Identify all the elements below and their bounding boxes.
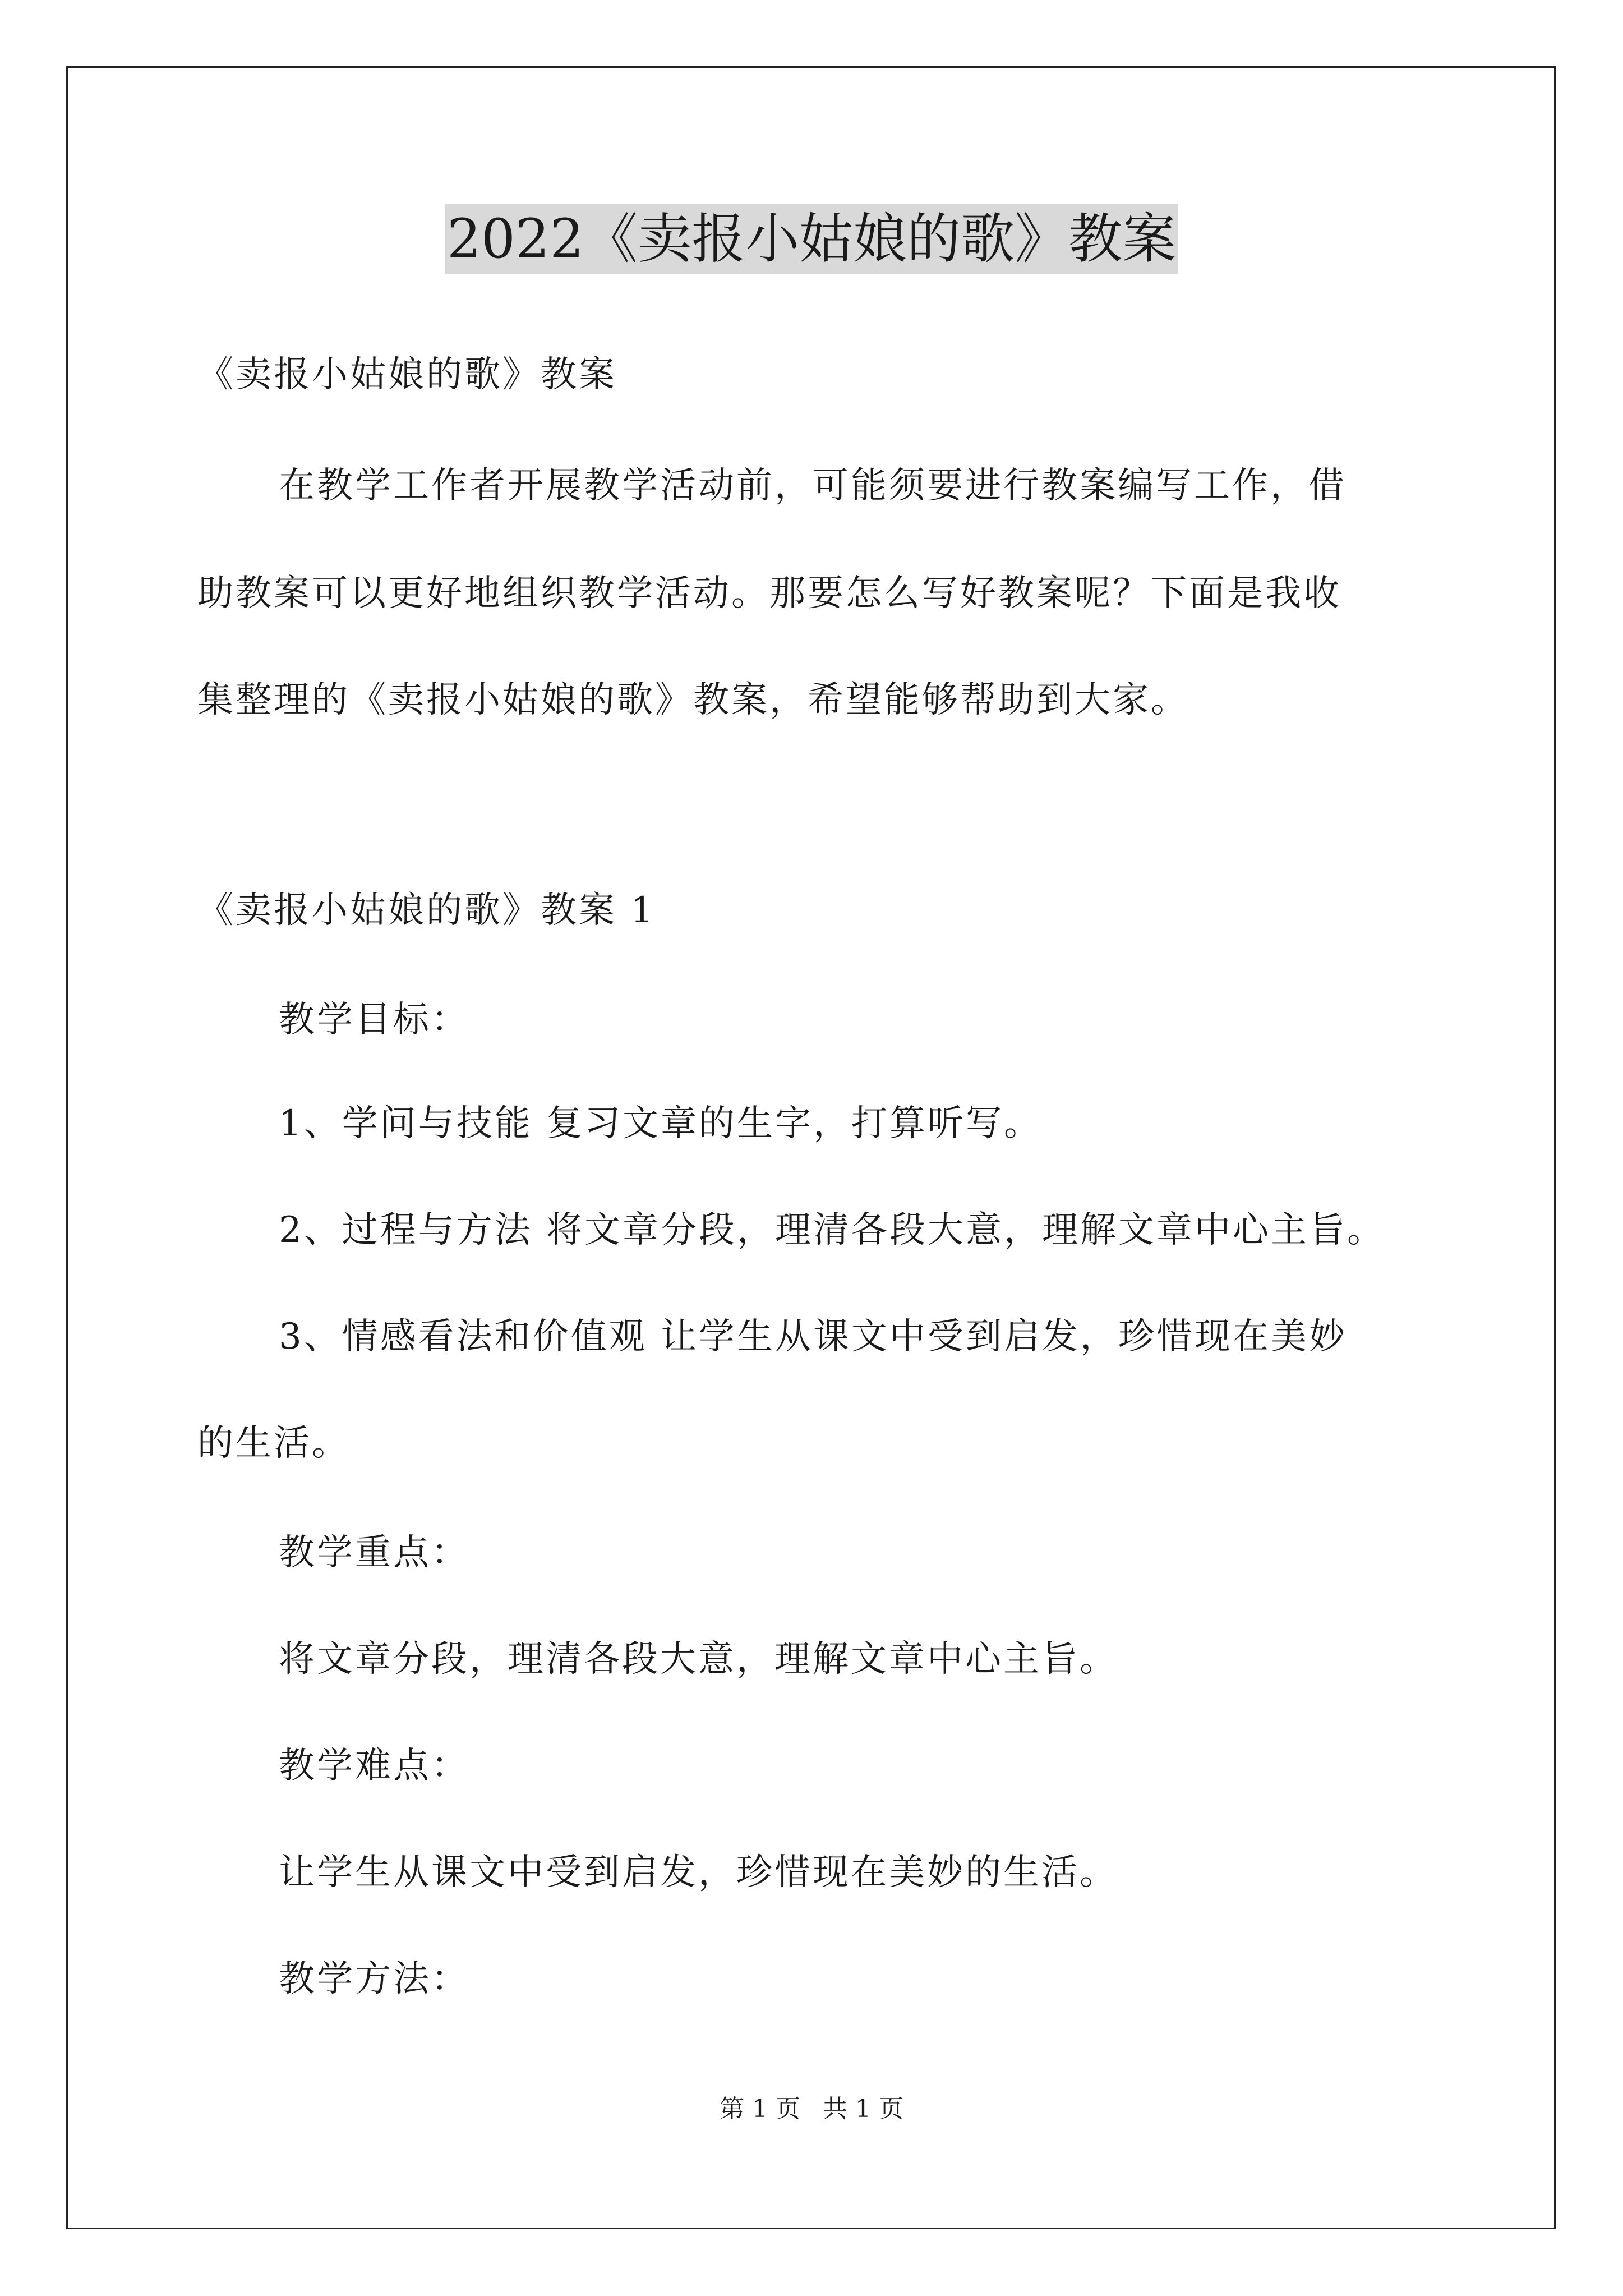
key-points-heading: 教学重点： <box>279 1532 469 1573</box>
objective-item-3: 3、情感看法和价值观 让学生从课文中受到启发，珍惜现在美妙 <box>279 1316 1348 1358</box>
page-number-total: 共 1 页 <box>823 2095 903 2123</box>
intro-paragraph-line-3: 集整理的《卖报小姑娘的歌》教案，希望能够帮助到大家。 <box>197 679 1189 721</box>
difficulties-heading: 教学难点： <box>279 1745 469 1787</box>
intro-paragraph-line-1: 在教学工作者开展教学活动前，可能须要进行教案编写工作，借 <box>279 465 1347 507</box>
objective-item-2: 2、过程与方法 将文章分段，理清各段大意，理解文章中心主旨。 <box>279 1209 1386 1251</box>
intro-paragraph-line-2: 助教案可以更好地组织教学活动。那要怎么写好教案呢？下面是我收 <box>197 573 1341 614</box>
methods-heading: 教学方法： <box>279 1958 469 2000</box>
page-footer <box>0 2091 1623 2127</box>
document-title <box>0 197 1623 280</box>
document-title-text: 2022《卖报小姑娘的歌》教案 <box>445 204 1178 274</box>
page-number-current: 第 1 页 <box>720 2095 800 2123</box>
difficulties-text: 让学生从课文中受到启发，珍惜现在美妙的生活。 <box>279 1852 1118 1893</box>
key-points-text: 将文章分段，理清各段大意，理解文章中心主旨。 <box>279 1639 1118 1680</box>
objectives-heading: 教学目标： <box>279 999 469 1041</box>
subtitle-line: 《卖报小姑娘的歌》教案 <box>197 354 617 395</box>
section-heading: 《卖报小姑娘的歌》教案 1 <box>197 890 656 931</box>
objective-item-3-continued: 的生活。 <box>197 1423 350 1464</box>
objective-item-1: 1、学问与技能 复习文章的生字，打算听写。 <box>279 1103 1043 1144</box>
